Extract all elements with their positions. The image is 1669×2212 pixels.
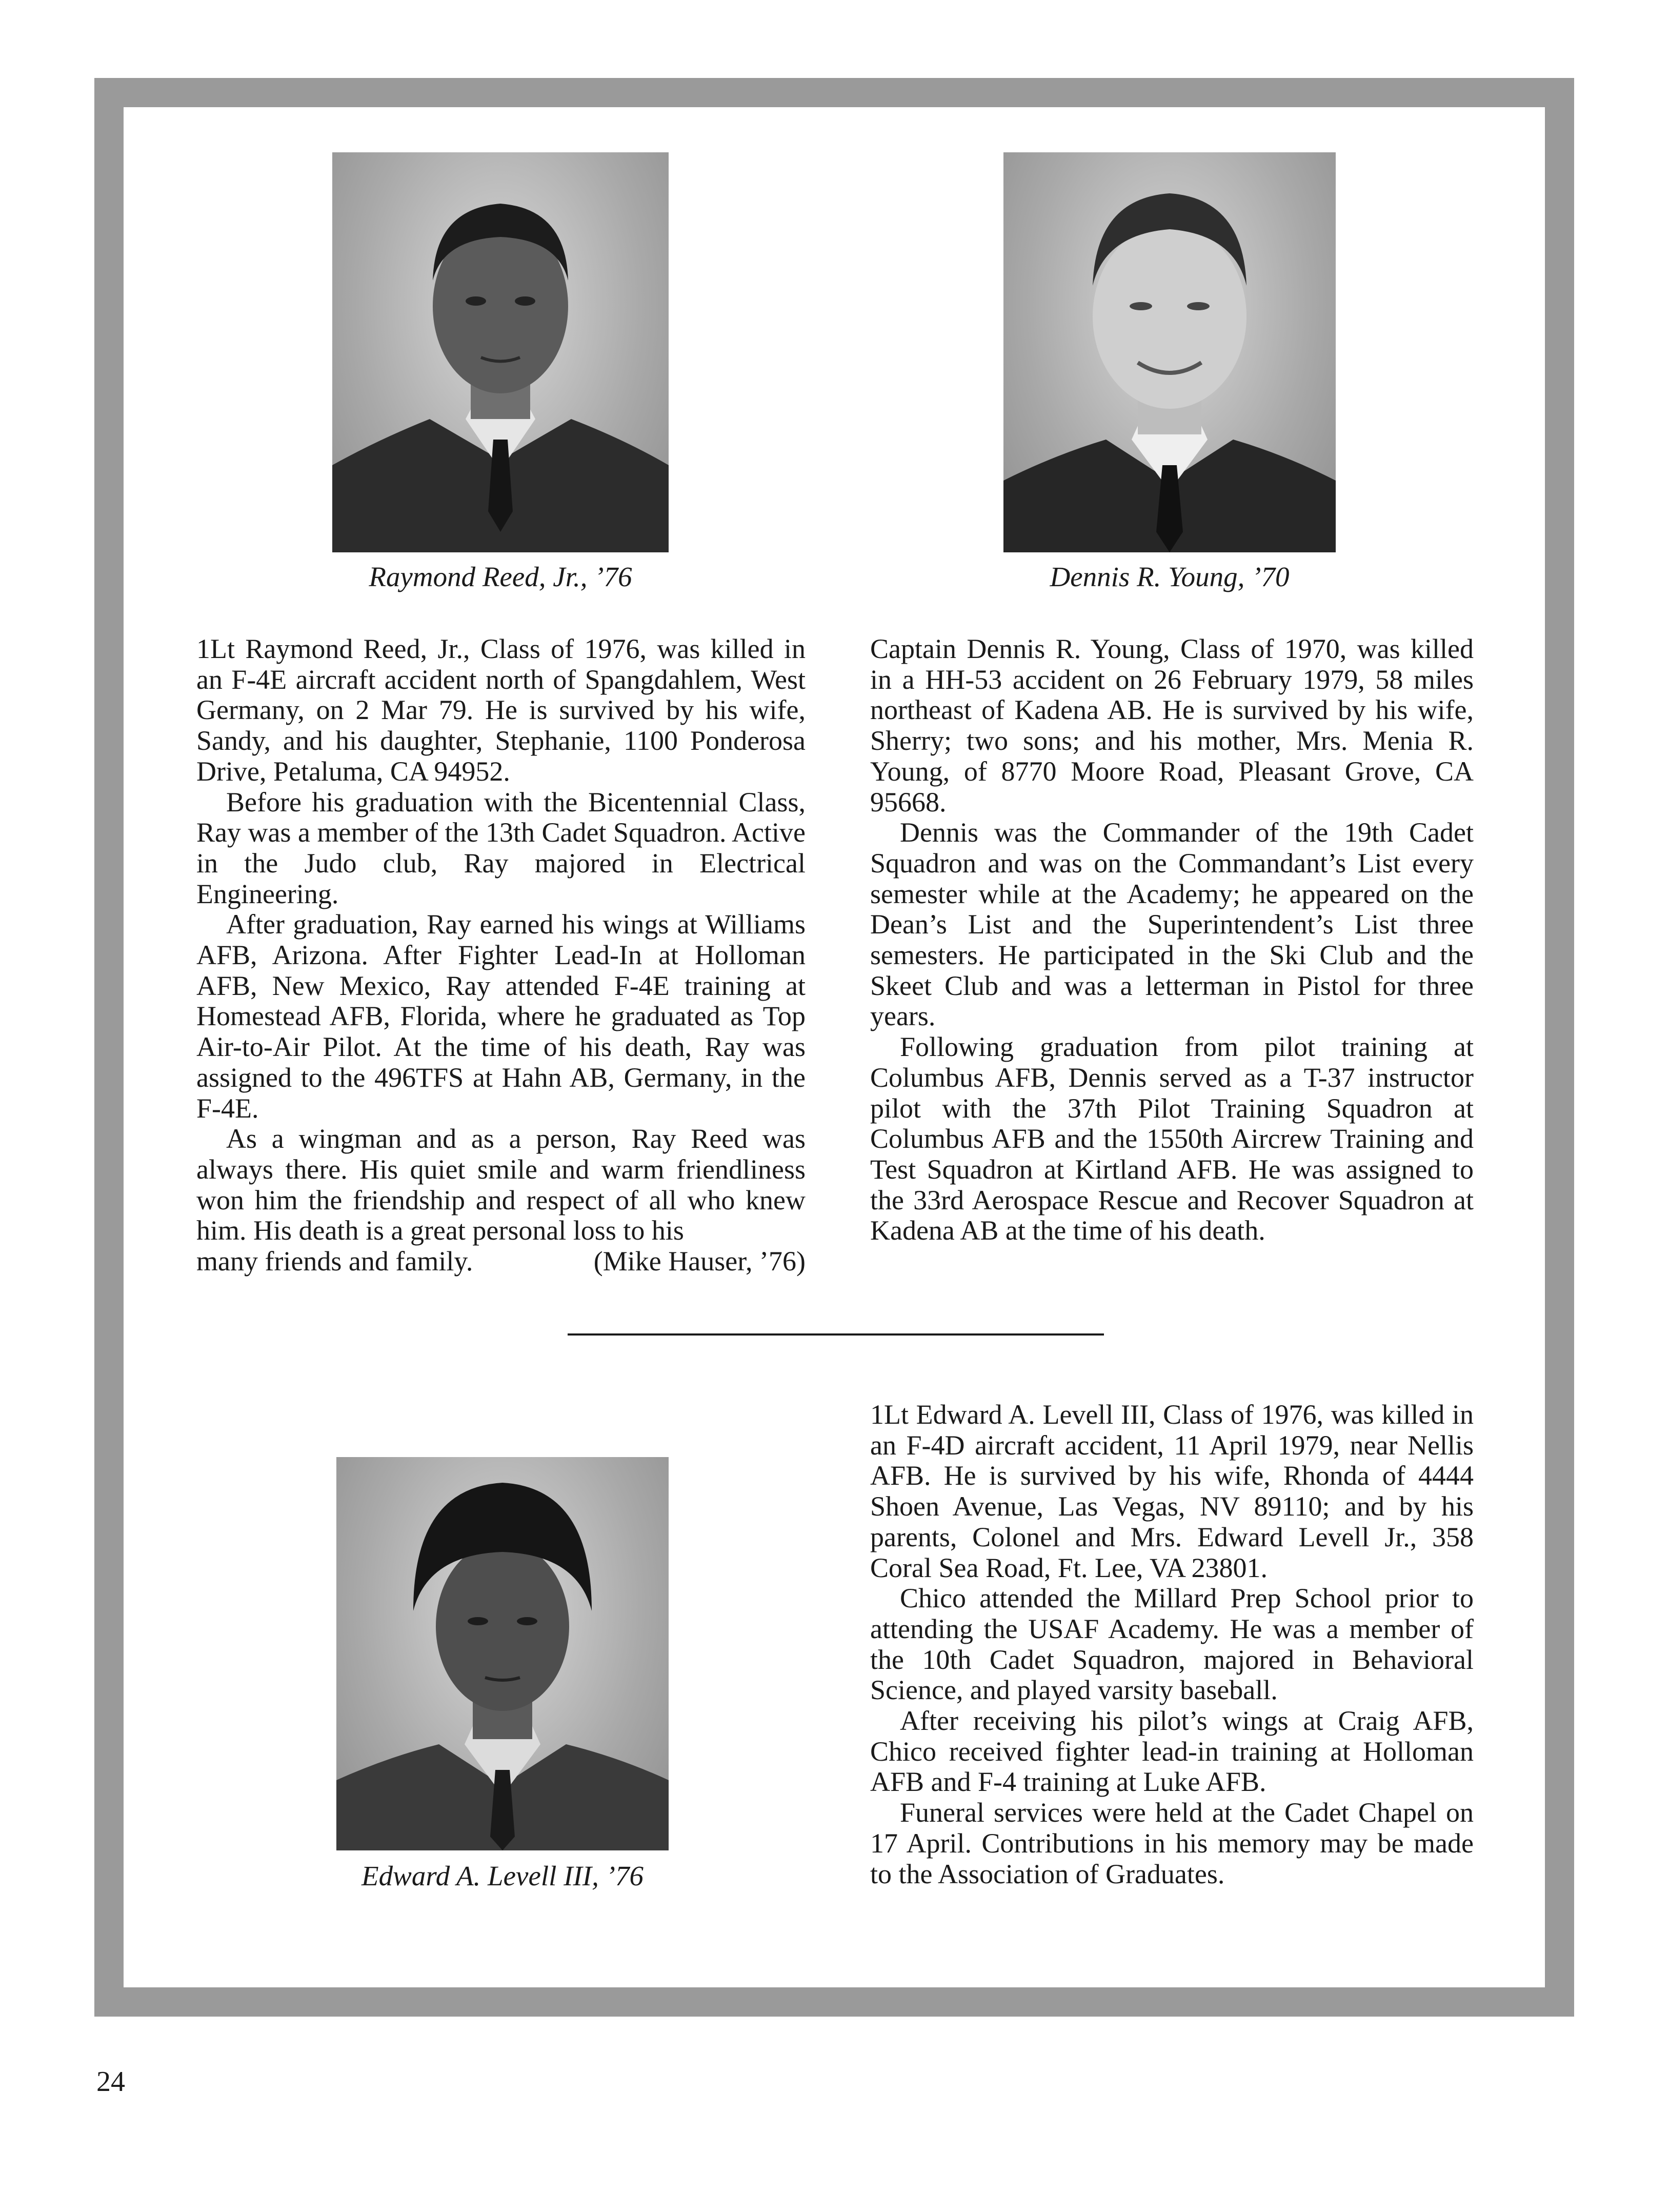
portrait-photo-young xyxy=(1003,152,1336,552)
obituary-text-reed xyxy=(196,634,806,1277)
reed-paragraph-4: As a wingman and as a person, Ray Reed was always there. His quiet smile and warm friendliness won him the friendship and respect of all who knew him. His death is a great personal loss to his xyxy=(196,1123,806,1246)
caption-reed: Raymond Reed, Jr., ’76 xyxy=(369,561,632,592)
caption-young: Dennis R. Young, ’70 xyxy=(1050,561,1290,592)
portrait-photo-reed xyxy=(332,152,669,552)
portrait-photo-levell xyxy=(336,1457,669,1850)
young-paragraph-3: Following graduation from pilot training at Columbus AFB, Dennis served as a T-37 instructor pilot with the 37th Pilot Training Squadron at Columbus AFB and the 1550th Aircrew Training and Test Squadron at Kirtland AFB. He was assigned to the 33rd Aerospace Rescue and Recover Squadron at Kadena AB at the time of his death. xyxy=(870,1031,1474,1246)
section-divider xyxy=(568,1333,1104,1336)
page-number: 24 xyxy=(96,2066,125,2098)
reed-closing-line xyxy=(196,1246,806,1277)
obituary-text-levell xyxy=(870,1400,1474,1889)
levell-paragraph-3: After receiving his pilot’s wings at Craig AFB, Chico received fighter lead-in training at Holloman AFB and F-4 training at Luke AFB. xyxy=(870,1705,1474,1798)
levell-paragraph-1: 1Lt Edward A. Levell III, Class of 1976, was killed in an F-4D aircraft accident, 11 April 1979, near Nellis AFB. He is survived by his wife, Rhonda of 4444 Shoen Avenue, Las Vegas, NV 89110; and by his parents, Colonel and Mrs. Edward Levell Jr., 358 Coral Sea Road, Ft. Lee, VA 23801. xyxy=(870,1399,1474,1583)
caption-levell: Edward A. Levell III, ’76 xyxy=(361,1860,644,1891)
obituary-text-young xyxy=(870,634,1474,1246)
reed-signature: (Mike Hauser, ’76) xyxy=(593,1246,806,1277)
levell-paragraph-4: Funeral services were held at the Cadet Chapel on 17 April. Contributions in his memory may be made to the Association of Graduates. xyxy=(870,1797,1474,1889)
reed-last-line: many friends and family. xyxy=(196,1246,473,1277)
reed-paragraph-2: Before his graduation with the Bicentennial Class, Ray was a member of the 13th Cadet Squadron. Active in the Judo club, Ray majored in Electrical Engineering. xyxy=(196,786,806,909)
reed-paragraph-1: 1Lt Raymond Reed, Jr., Class of 1976, was killed in an F-4E aircraft accident north of Spangdahlem, West Germany, on 2 Mar 79. He is survived by his wife, Sandy, and his daughter, Stephanie, 1100 Ponderosa Drive, Petaluma, CA 94952. xyxy=(196,633,806,787)
young-paragraph-2: Dennis was the Commander of the 19th Cadet Squadron and was on the Commandant’s List every semester while at the Academy; he appeared on the Dean’s List and the Superintendent’s List three semesters. He participated in the Ski Club and the Skeet Club and was a letterman in Pistol for three years. xyxy=(870,817,1474,1032)
reed-paragraph-3: After graduation, Ray earned his wings at Williams AFB, Arizona. After Fighter Lead-In at Holloman AFB, New Mexico, Ray attended F-4E training at Homestead AFB, Florida, where he graduated as Top Air-to-Air Pilot. At the time of his death, Ray was assigned to the 496TFS at Hahn AB, Germany, in the F-4E. xyxy=(196,909,806,1124)
levell-paragraph-2: Chico attended the Millard Prep School prior to attending the USAF Academy. He was a member of the 10th Cadet Squadron, majored in Behavioral Science, and played varsity baseball. xyxy=(870,1583,1474,1706)
young-paragraph-1: Captain Dennis R. Young, Class of 1970, was killed in a HH-53 accident on 26 February 1979, 58 miles northeast of Kadena AB. He is survived by his wife, Sherry; two sons; and his mother, Mrs. Menia R. Young, of 8770 Moore Road, Pleasant Grove, CA 95668. xyxy=(870,633,1474,818)
